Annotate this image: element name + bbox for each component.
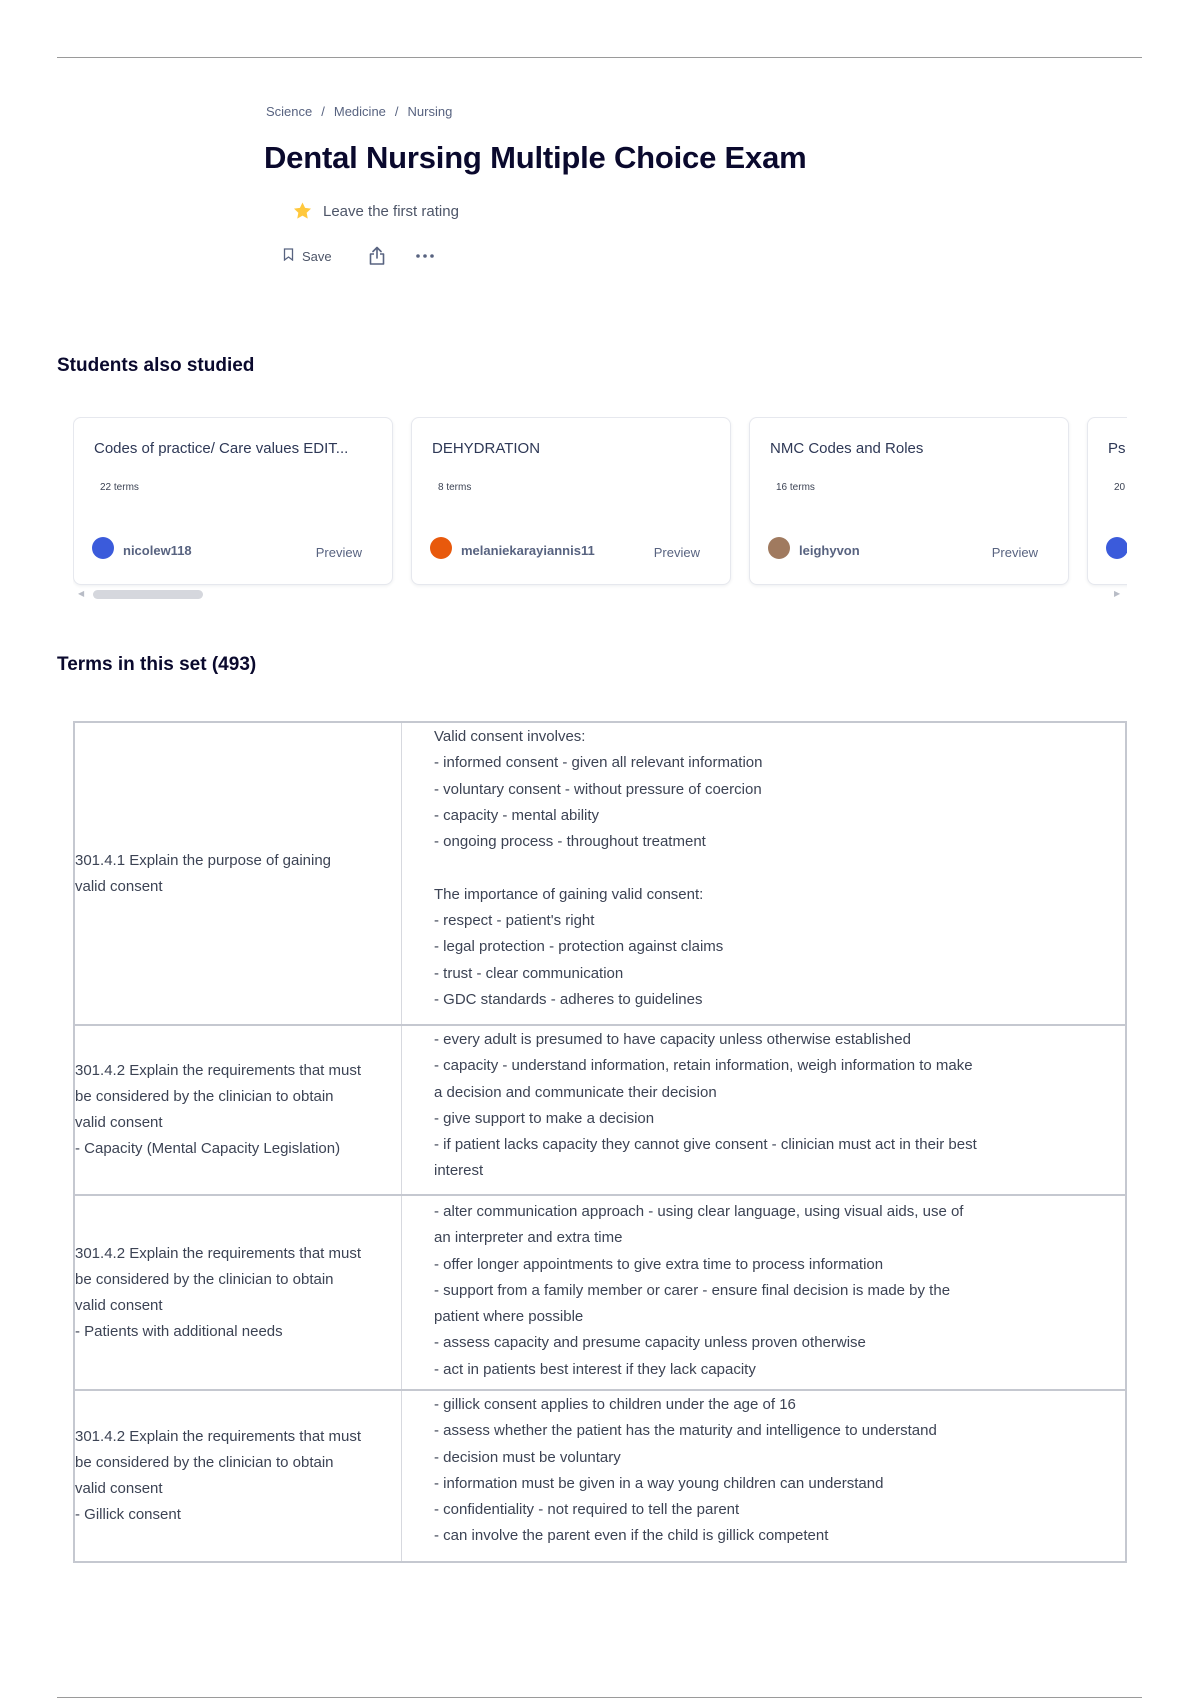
term-text: 301.4.2 Explain the requirements that must be considered by the clinician to obtain valid consent - Gillick consent (75, 1391, 402, 1561)
students-also-studied-heading: Students also studied (57, 355, 255, 376)
term-row (75, 1194, 1125, 1389)
rating-label: Leave the first rating (323, 202, 459, 220)
scroll-right-icon[interactable]: ▶ (1114, 589, 1121, 598)
breadcrumb-science[interactable]: Science (266, 104, 313, 119)
card-title[interactable]: Codes of practice/ Care values EDIT... (94, 440, 349, 457)
avatar (768, 537, 790, 559)
related-set-card[interactable] (1087, 417, 1127, 585)
terms-table (73, 721, 1127, 1563)
term-row (75, 1389, 1125, 1561)
breadcrumb (266, 104, 452, 119)
card-term-count: 22 terms (100, 482, 139, 493)
terms-heading: Terms in this set (493) (57, 654, 257, 675)
related-sets-carousel[interactable] (73, 417, 1127, 592)
more-options-icon[interactable] (415, 253, 435, 259)
avatar (1106, 537, 1127, 559)
definition-text: - gillick consent applies to children under the age of 16 - assess whether the patient has the maturity and intelligence to understand - decision must be voluntary - information must be given in a way young children can understand - confidentiality - not required to tell the parent - can involve the parent even if the child is gillick competent (434, 1396, 937, 1545)
related-set-card[interactable] (411, 417, 731, 585)
avatar (92, 537, 114, 559)
page-title: Dental Nursing Multiple Choice Exam (264, 140, 807, 175)
card-term-count: 20 (1114, 482, 1126, 493)
set-actions (283, 246, 435, 266)
preview-button[interactable]: Preview (653, 545, 700, 560)
save-label: Save (302, 248, 332, 264)
term-text: 301.4.1 Explain the purpose of gaining valid consent (75, 723, 402, 1024)
carousel-scrollbar[interactable] (93, 590, 203, 599)
card-term-count: 16 terms (776, 482, 815, 493)
card-username[interactable]: nicolew118 (123, 543, 192, 558)
definition-text: - every adult is presumed to have capacity unless otherwise established - capacity - understand information, retain information, weigh information to make a decision and communicate their decision - give support to make a decision - if patient lacks capacity they cannot give consent - clinician must act in their best interest (434, 1031, 977, 1180)
term-row (75, 723, 1125, 1024)
preview-button[interactable]: Preview (991, 545, 1038, 560)
breadcrumb-medicine[interactable]: Medicine (333, 104, 386, 119)
term-text: 301.4.2 Explain the requirements that must be considered by the clinician to obtain valid consent - Capacity (Mental Capacity Legislation) (75, 1026, 402, 1194)
related-set-card[interactable] (749, 417, 1069, 585)
card-username[interactable]: leighyvon (799, 543, 860, 558)
bookmark-icon (283, 248, 294, 264)
definition-text: Valid consent involves: - informed consent - given all relevant information - voluntary consent - without pressure of coercion - capacity - mental ability - ongoing process - throughout treatment The importance of gaining valid consent: - respect - patient's right - legal protection - protection against claims - trust - clear communication - GDC standards - adheres to guidelines (434, 728, 763, 1008)
breadcrumb-separator: / (321, 104, 325, 119)
scroll-left-icon[interactable]: ◀ (78, 589, 85, 598)
breadcrumb-separator: / (394, 104, 399, 119)
card-title[interactable]: DEHYDRATION (432, 440, 541, 457)
rating-prompt[interactable] (292, 201, 459, 221)
definition-text: - alter communication approach - using clear language, using visual aids, use of an interpreter and extra time - offer longer appointments to give extra time to process information - support from a family member or carer - ensure final decision is made by the patient where possible - assess capacity and presume capacity unless proven otherwise - act in patients best interest if they lack capacity (434, 1203, 964, 1378)
preview-button[interactable]: Preview (315, 545, 362, 560)
star-icon (292, 201, 313, 221)
share-icon[interactable] (368, 246, 386, 266)
term-text: 301.4.2 Explain the requirements that must be considered by the clinician to obtain valid consent - Patients with additional needs (75, 1196, 402, 1389)
related-set-card[interactable] (73, 417, 393, 585)
card-term-count: 8 terms (438, 482, 472, 493)
bottom-divider (57, 1697, 1142, 1698)
term-row (75, 1024, 1125, 1194)
save-button[interactable] (283, 248, 332, 264)
avatar (430, 537, 452, 559)
card-username[interactable]: melaniekarayiannis11 (461, 543, 595, 558)
breadcrumb-nursing[interactable]: Nursing (407, 104, 453, 119)
card-title[interactable]: Ps (1108, 440, 1126, 457)
card-title[interactable]: NMC Codes and Roles (770, 440, 924, 457)
top-divider (57, 57, 1142, 58)
